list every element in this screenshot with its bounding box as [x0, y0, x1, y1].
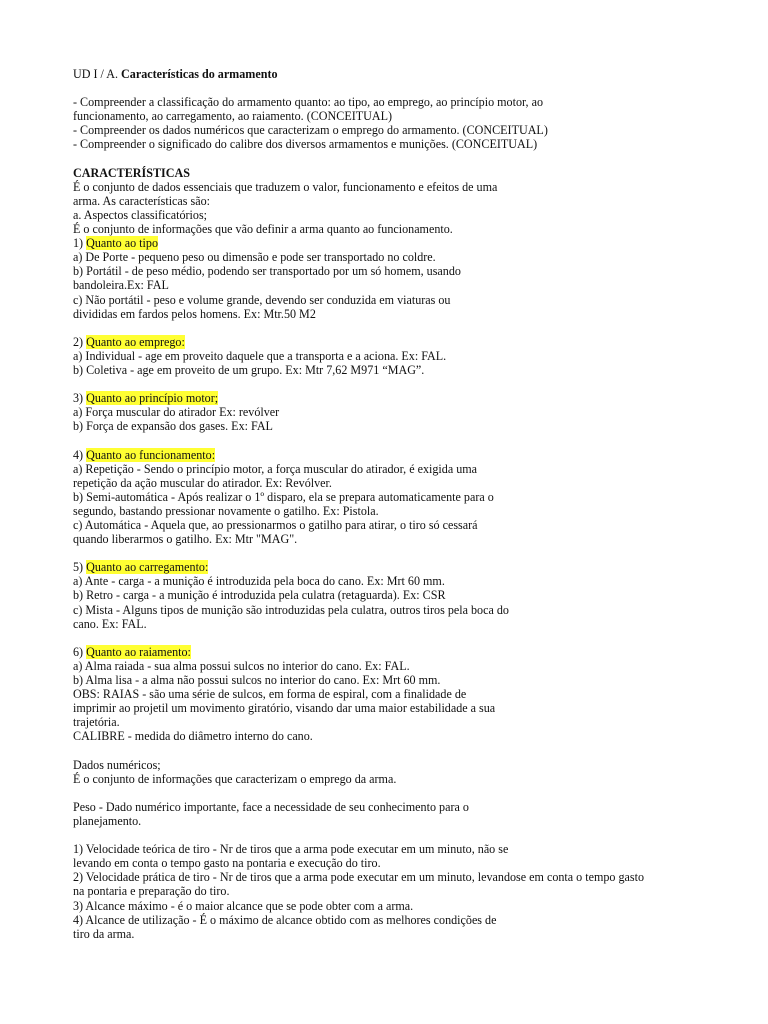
group-number: 6) [73, 644, 87, 659]
group-line: cano. Ex: FAL. [73, 616, 147, 631]
numeric-intro-block [73, 758, 713, 786]
peso-line: Peso - Dado numérico importante, face a necessidade de seu conhecimento para o [73, 799, 469, 814]
objectives-block [73, 95, 713, 151]
group-line: a) Ante - carga - a munição é introduzida pela boca do cano. Ex: Mrt 60 mm. [73, 574, 445, 589]
objective-line: - Compreender a classificação do armamento quanto: ao tipo, ao emprego, ao princípio motor, ao [73, 95, 544, 110]
objective-line: - Compreender os dados numéricos que caracterizam o emprego do armamento. (CONCEITUAL) [73, 123, 548, 138]
numeric-intro-line: Dados numéricos; [73, 757, 161, 772]
group-label-highlight: Quanto ao carregamento: [86, 560, 209, 575]
spacer [73, 786, 713, 800]
classification-groups [73, 236, 713, 743]
group-number: 1) [73, 236, 87, 251]
spacer [73, 152, 713, 166]
group-line: b) Coletiva - age em proveito de um grupo. Ex: Mtr 7,62 M971 “MAG”. [73, 362, 425, 377]
group-line: b) Portátil - de peso médio, podendo ser transportado por um só homem, usando [73, 264, 461, 279]
numbered-list [73, 842, 713, 941]
classification-group [73, 631, 713, 744]
numeric-intro-line: É o conjunto de informações que caracterizam o emprego da arma. [73, 771, 397, 786]
group-line: b) Alma lisa - a alma não possui sulcos no interior do cano. Ex: Mrt 60 mm. [73, 673, 441, 688]
group-line: divididas em fardos pelos homens. Ex: Mtr.50 M2 [73, 306, 316, 321]
document-title [73, 67, 713, 81]
numbered-line: 1) Velocidade teórica de tiro - Nr de tiros que a arma pode executar em um minuto, não se [73, 842, 509, 857]
group-line: a) Força muscular do atirador Ex: revólver [73, 405, 280, 420]
classification-group [73, 433, 713, 546]
group-label-highlight: Quanto ao funcionamento: [86, 447, 216, 462]
group-line: b) Retro - carga - a munição é introduzida pela culatra (retaguarda). Ex: CSR [73, 588, 446, 603]
spacer [73, 631, 713, 645]
intro-line: a. Aspectos classificatórios; [73, 207, 208, 222]
peso-line: planejamento. [73, 813, 142, 828]
numbered-line: levando em conta o tempo gasto na pontaria e execução do tiro. [73, 856, 381, 871]
group-line: c) Automática - Aquela que, ao pressionarmos o gatilho para atirar, o tiro só cessará [73, 518, 478, 532]
group-label-highlight: Quanto ao princípio motor; [86, 391, 219, 406]
section-heading: CARACTERÍSTICAS [73, 165, 190, 180]
intro-line: É o conjunto de dados essenciais que traduzem o valor, funcionamento e efeitos de uma [73, 179, 498, 194]
group-heading [73, 560, 713, 574]
title-prefix: UD I / A. [73, 67, 122, 81]
group-line: imprimir ao projetil um movimento giratório, visando dar uma maior estabilidade a sua [73, 701, 496, 716]
group-line: trajetória. [73, 715, 120, 730]
spacer [73, 828, 713, 842]
group-heading [73, 448, 713, 462]
group-heading [73, 236, 713, 250]
group-heading [73, 645, 713, 659]
spacer [73, 321, 713, 335]
intro-line: É o conjunto de informações que vão definir a arma quanto ao funcionamento. [73, 222, 453, 237]
group-line: b) Semi-automática - Após realizar o 1º disparo, ela se prepara automaticamente para o [73, 489, 494, 504]
spacer [73, 744, 713, 758]
numbered-line: 3) Alcance máximo - é o maior alcance que se pode obter com a arma. [73, 898, 414, 913]
numbered-line: tiro da arma. [73, 926, 135, 941]
group-line: CALIBRE - medida do diâmetro interno do cano. [73, 729, 313, 744]
numbered-line: na pontaria e preparação do tiro. [73, 884, 230, 899]
group-line: a) Individual - age em proveito daquele que a transporta e a aciona. Ex: FAL. [73, 348, 447, 363]
group-line: c) Não portátil - peso e volume grande, devendo ser conduzida em viaturas ou [73, 292, 451, 307]
group-line: repetição da ação muscular do atirador. Ex: Revólver. [73, 475, 332, 490]
objective-line: funcionamento, ao carregamento, ao raiamento. (CONCEITUAL) [73, 109, 393, 124]
classification-group [73, 236, 713, 321]
classification-group [73, 377, 713, 433]
group-number: 4) [73, 447, 87, 462]
group-line: quando liberarmos o gatilho. Ex: Mtr "MAG". [73, 532, 298, 547]
group-line: c) Mista - Alguns tipos de munição são introduzidas pela culatra, outros tiros pela boca do [73, 602, 509, 617]
group-number: 5) [73, 560, 87, 575]
intro-block [73, 180, 713, 236]
intro-line: arma. As características são: [73, 193, 210, 208]
group-line: a) De Porte - pequeno peso ou dimensão e pode ser transportado no coldre. [73, 250, 436, 265]
peso-block [73, 800, 713, 828]
spacer [73, 433, 713, 447]
group-heading [73, 391, 713, 405]
spacer [73, 377, 713, 391]
classification-group [73, 321, 713, 377]
group-line: b) Força de expansão dos gases. Ex: FAL [73, 419, 273, 434]
numbered-line: 4) Alcance de utilização - É o máximo de alcance obtido com as melhores condições de [73, 912, 497, 927]
group-line: bandoleira.Ex: FAL [73, 278, 169, 293]
group-number: 3) [73, 391, 87, 406]
numbered-line: 2) Velocidade prática de tiro - Nr de tiros que a arma pode executar em um minuto, levandose em conta o tempo gasto [73, 870, 645, 885]
spacer [73, 81, 713, 95]
group-label-highlight: Quanto ao tipo [86, 236, 158, 251]
group-label-highlight: Quanto ao emprego: [86, 334, 185, 349]
group-line: segundo, bastando pressionar novamente o gatilho. Ex: Pistola. [73, 503, 379, 518]
group-line: a) Alma raiada - sua alma possui sulcos no interior do cano. Ex: FAL. [73, 658, 410, 673]
group-heading [73, 335, 713, 349]
group-number: 2) [73, 334, 87, 349]
spacer [73, 546, 713, 560]
objective-line: - Compreender o significado do calibre dos diversos armamentos e munições. (CONCEITUAL) [73, 137, 538, 152]
group-line: a) Repetição - Sendo o princípio motor, a força muscular do atirador, é exigida uma [73, 461, 478, 476]
group-line: OBS: RAIAS - são uma série de sulcos, em forma de espiral, com a finalidade de [73, 687, 467, 702]
title-bold: Características do armamento [121, 67, 278, 81]
group-label-highlight: Quanto ao raiamento: [86, 644, 191, 659]
document-page [73, 67, 713, 941]
classification-group [73, 546, 713, 631]
